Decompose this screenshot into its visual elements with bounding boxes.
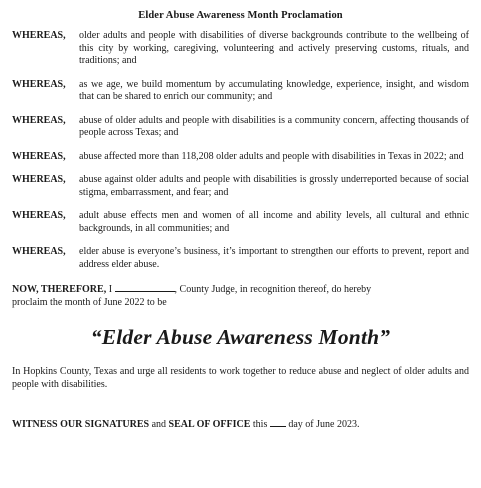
proclamation-heading: “Elder Abuse Awareness Month”: [90, 325, 391, 349]
whereas-clause-4: [12, 151, 469, 164]
witness-signatures: WITNESS OUR SIGNATURES: [12, 419, 150, 430]
day-blank: [270, 417, 286, 427]
now-therefore-paragraph: [12, 282, 469, 297]
whereas-clause-6: [12, 210, 469, 235]
now-therefore-i: I: [108, 284, 113, 295]
whereas-clause-5: [12, 174, 469, 199]
whereas-clause-1: [12, 30, 469, 68]
whereas-clause-3: [12, 115, 469, 140]
whereas-label: WHEREAS,: [12, 246, 66, 257]
proclaim-line: proclaim the month of June 2022 to be: [12, 296, 167, 308]
whereas-label: WHEREAS,: [12, 174, 66, 185]
whereas-text: older adults and people with disabilities of diverse backgrounds contribute to the wellbeing of this city by working, caregiving, volunteering and actively preserving customs, rituals, and traditions; and: [79, 30, 469, 66]
whereas-clause-2: [12, 79, 469, 104]
judge-name-blank: [115, 282, 175, 292]
whereas-label: WHEREAS,: [12, 114, 66, 126]
whereas-label: WHEREAS,: [12, 210, 66, 221]
whereas-text: abuse against older adults and people with disabilities is grossly underreported because of social stigma, embarrassment, and fear; and: [79, 174, 469, 198]
document-title: Elder Abuse Awareness Month Proclamation: [138, 10, 343, 21]
witness-end: day of June 2023.: [288, 419, 360, 430]
closing-paragraph: In Hopkins County, Texas and urge all residents to work together to reduce abuse and neglect of older adults and people with disabilities.: [12, 366, 469, 390]
whereas-clause-7: [12, 246, 469, 271]
whereas-label: WHEREAS,: [12, 150, 66, 162]
now-therefore-rest: , County Judge, in recognition thereof, do hereby: [174, 284, 372, 295]
whereas-text: adult abuse effects men and women of all income and ability levels, all cultural and ethnic backgrounds, in all communities; and: [79, 210, 469, 234]
whereas-text: as we age, we build momentum by accumulating knowledge, experience, insight, and wisdom that can be shared to enrich our community; and: [79, 78, 469, 102]
now-therefore-label: NOW, THEREFORE,: [12, 284, 107, 295]
witness-and: and: [151, 419, 167, 430]
witness-seal: SEAL OF OFFICE: [168, 419, 251, 430]
witness-line: [12, 417, 469, 432]
whereas-text: abuse of older adults and people with disabilities is a community concern, affecting thousands of people across Texas; and: [79, 114, 469, 138]
whereas-label: WHEREAS,: [12, 30, 66, 41]
whereas-text: elder abuse is everyone’s business, it’s important to strengthen our efforts to prevent, report and address elder abuse.: [79, 246, 469, 270]
whereas-text: abuse affected more than 118,208 older adults and people with disabilities in Texas in 2022; and: [79, 150, 464, 162]
witness-this: this: [252, 419, 268, 430]
whereas-label: WHEREAS,: [12, 78, 66, 90]
